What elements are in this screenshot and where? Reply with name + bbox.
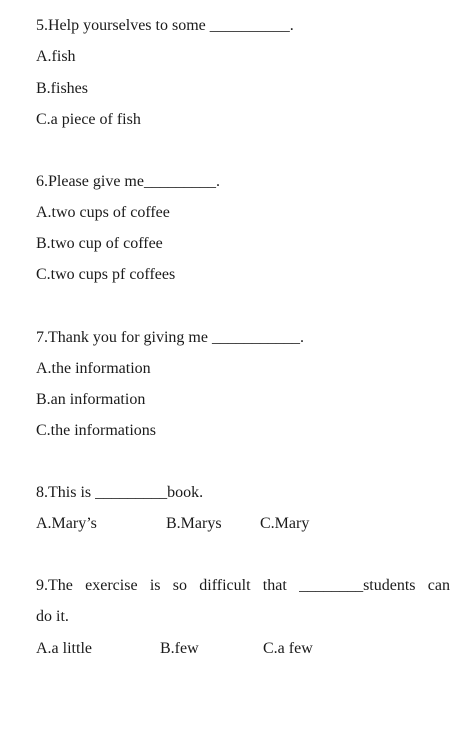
question-7-option-a: A.the information	[36, 360, 151, 377]
question-5-option-c: C.a piece of fish	[36, 111, 141, 128]
question-5-option-a: A.fish	[36, 48, 76, 65]
question-8-stem: 8.This is _________book.	[36, 484, 204, 501]
question-6-option-c: C.two cups pf coffees	[36, 266, 176, 283]
question-6-stem: 6.Please give me_________.	[36, 173, 220, 190]
question-5-option-b: B.fishes	[36, 80, 88, 97]
question-8-option-c: C.Mary	[260, 515, 310, 532]
question-9-option-c: C.a few	[263, 640, 313, 657]
question-9-stem-line-1: 9.The exercise is so difficult that ________students can	[36, 577, 450, 594]
question-7-option-b: B.an information	[36, 391, 146, 408]
question-8-option-a: A.Mary’s	[36, 515, 97, 532]
question-7-stem: 7.Thank you for giving me ___________.	[36, 329, 304, 346]
question-9-option-b: B.few	[160, 640, 199, 657]
question-6-option-a: A.two cups of coffee	[36, 204, 170, 221]
question-9-options	[36, 639, 450, 659]
question-7-option-c: C.the informations	[36, 422, 156, 439]
question-8-options	[36, 514, 450, 534]
question-5-stem: 5.Help yourselves to some __________.	[36, 17, 294, 34]
question-6-option-b: B.two cup of coffee	[36, 235, 163, 252]
question-9-option-a: A.a little	[36, 640, 92, 657]
question-9-stem-line-2: do it.	[36, 608, 69, 625]
question-8-option-b: B.Marys	[166, 515, 222, 532]
